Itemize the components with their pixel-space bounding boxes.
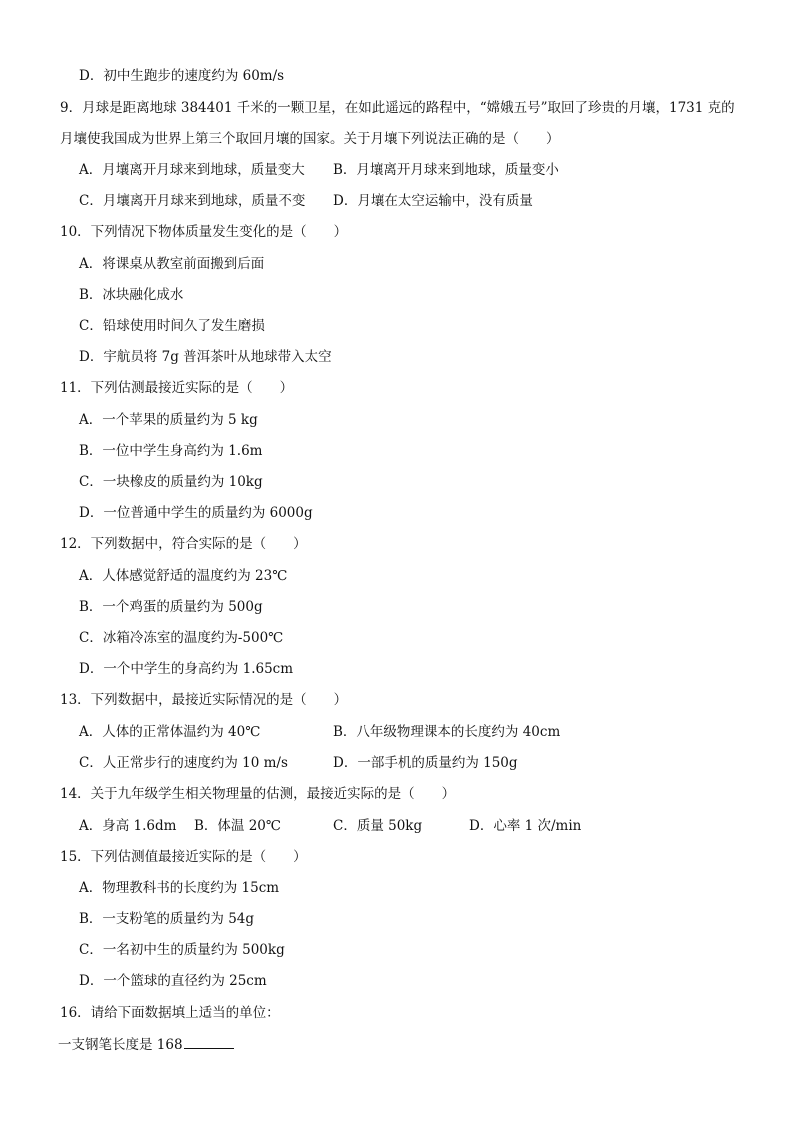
q16-stem: 16．请给下面数据填上适当的单位： [60, 1005, 280, 1021]
q11-option-b: B．一位中学生身高约为 1.6m [79, 443, 263, 459]
q9-option-c: C．月壤离开月球来到地球，质量不变 [79, 193, 306, 209]
q15-option-a: A．物理教科书的长度约为 15cm [79, 880, 280, 896]
q13-option-a: A．人体的正常体温约为 40℃ [79, 724, 261, 740]
q11-option-d: D．一位普通中学生的质量约为 6000g [79, 505, 313, 521]
q12-option-b: B．一个鸡蛋的质量约为 500g [79, 599, 263, 615]
q10-stem: 10．下列情况下物体质量发生变化的是（ ） [60, 224, 348, 240]
q15-option-d: D．一个篮球的直径约为 25cm [79, 973, 267, 989]
q9-option-b: B．月壤离开月球来到地球，质量变小 [333, 162, 559, 178]
q15-option-b: B．一支粉笔的质量约为 54g [79, 911, 255, 927]
q13-option-b: B．八年级物理课本的长度约为 40cm [333, 724, 561, 740]
q12-stem: 12．下列数据中，符合实际的是（ ） [60, 536, 307, 552]
q9-option-a: A．月壤离开月球来到地球，质量变大 [79, 162, 305, 178]
q9-option-d: D．月壤在太空运输中，没有质量 [333, 193, 533, 209]
q15-stem: 15．下列估测值最接近实际的是（ ） [60, 849, 307, 865]
q11-option-c: C．一块橡皮的质量约为 10kg [79, 474, 263, 490]
q14-option-b: B．体温 20℃ [194, 818, 281, 834]
q10-option-a: A．将课桌从教室前面搬到后面 [79, 256, 265, 272]
q9-stem-line1: 9．月球是距离地球 384401 千米的一颗卫星，在如此遥远的路程中，“嫦娥五号”取回了珍贵的月壤，1731 克的 [60, 100, 735, 116]
q16-answer-blank[interactable] [184, 1034, 234, 1049]
q15-option-c: C．一名初中生的质量约为 500kg [79, 942, 285, 958]
q12-option-c: C．冰箱冷冻室的温度约为-500℃ [79, 630, 284, 646]
q14-option-c: C．质量 50kg [333, 818, 423, 834]
q10-option-d: D．宇航员将 7g 普洱茶叶从地球带入太空 [79, 349, 332, 365]
q13-option-d: D．一部手机的质量约为 150g [333, 755, 518, 771]
q10-option-b: B．冰块融化成水 [79, 287, 184, 303]
q14-stem: 14．关于九年级学生相关物理量的估测，最接近实际的是（ ） [60, 786, 456, 802]
q9-stem-line2: 月壤使我国成为世界上第三个取回月壤的国家。关于月壤下列说法正确的是（ ） [60, 131, 560, 147]
q12-option-d: D．一个中学生的身高约为 1.65cm [79, 661, 294, 677]
q11-option-a: A．一个苹果的质量约为 5 kg [79, 412, 258, 428]
q14-option-d: D．心率 1 次/min [469, 818, 582, 834]
q13-stem: 13．下列数据中，最接近实际情况的是（ ） [60, 692, 348, 708]
q16-item [58, 1034, 234, 1055]
q16-item-text: 一支钢笔长度是 168 [58, 1037, 183, 1053]
q13-option-c: C．人正常步行的速度约为 10 m/s [79, 755, 288, 771]
q8-option-d: D．初中生跑步的速度约为 60m/s [79, 68, 285, 84]
q14-option-a: A．身高 1.6dm [79, 818, 177, 834]
q12-option-a: A．人体感觉舒适的温度约为 23℃ [79, 568, 288, 584]
q10-option-c: C．铅球使用时间久了发生磨损 [79, 318, 265, 334]
q11-stem: 11．下列估测最接近实际的是（ ） [60, 380, 294, 396]
